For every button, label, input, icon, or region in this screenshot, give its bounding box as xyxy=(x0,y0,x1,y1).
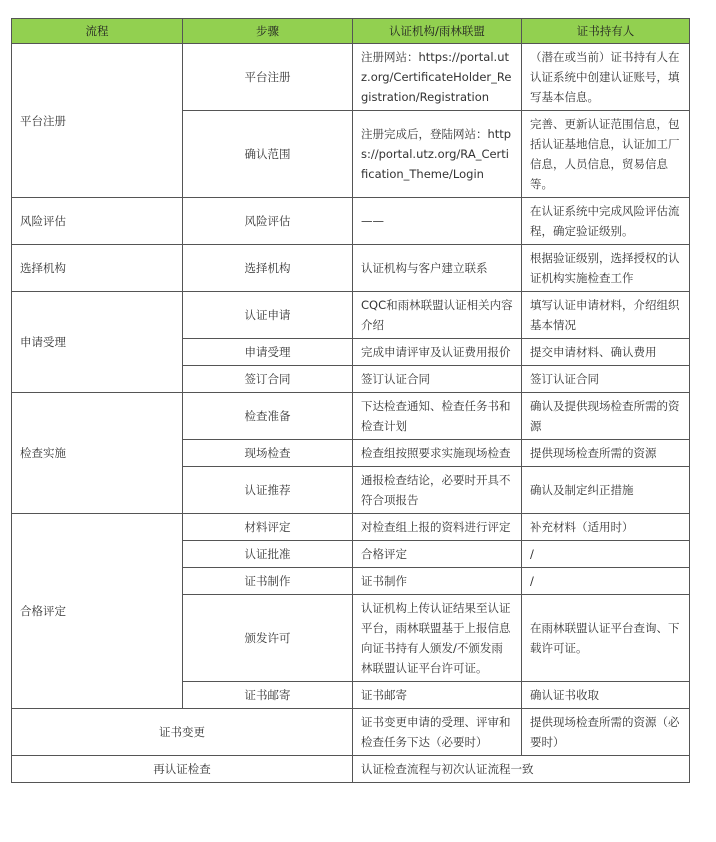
process-table-container xyxy=(11,18,690,783)
step-cell: 证书邮寄 xyxy=(183,682,353,709)
process-cell: 平台注册 xyxy=(12,44,183,198)
holder-cell: 填写认证申请材料，介绍组织基本情况 xyxy=(522,292,690,339)
org-cell: 检查组按照要求实施现场检查 xyxy=(353,440,522,467)
holder-cell: 补充材料（适用时） xyxy=(522,514,690,541)
step-cell: 材料评定 xyxy=(183,514,353,541)
holder-cell: / xyxy=(522,568,690,595)
holder-cell: / xyxy=(522,541,690,568)
org-cell: 下达检查通知、检查任务书和检查计划 xyxy=(353,393,522,440)
step-cell: 认证申请 xyxy=(183,292,353,339)
table-row xyxy=(12,198,690,245)
step-cell: 签订合同 xyxy=(183,366,353,393)
org-cell: 对检查组上报的资料进行评定 xyxy=(353,514,522,541)
step-cell: 认证推荐 xyxy=(183,467,353,514)
table-row xyxy=(12,393,690,440)
process-cell: 检查实施 xyxy=(12,393,183,514)
certification-process-table xyxy=(11,18,690,783)
change-label-cell: 证书变更 xyxy=(12,709,353,756)
header-step: 步骤 xyxy=(183,19,353,44)
step-cell: 确认范围 xyxy=(183,111,353,198)
table-row xyxy=(12,44,690,111)
recert-label-cell: 再认证检查 xyxy=(12,756,353,783)
step-cell: 选择机构 xyxy=(183,245,353,292)
step-cell: 平台注册 xyxy=(183,44,353,111)
header-holder: 证书持有人 xyxy=(522,19,690,44)
holder-cell: 在雨林联盟认证平台查询、下载许可证。 xyxy=(522,595,690,682)
holder-cell: 确认及制定纠正措施 xyxy=(522,467,690,514)
header-org: 认证机构/雨林联盟 xyxy=(353,19,522,44)
step-cell: 检查准备 xyxy=(183,393,353,440)
header-process: 流程 xyxy=(12,19,183,44)
table-row xyxy=(12,292,690,339)
holder-cell: 根据验证级别，选择授权的认证机构实施检查工作 xyxy=(522,245,690,292)
holder-cell: 提交申请材料、确认费用 xyxy=(522,339,690,366)
org-cell: 认证机构与客户建立联系 xyxy=(353,245,522,292)
holder-cell: 确认证书收取 xyxy=(522,682,690,709)
process-cell: 合格评定 xyxy=(12,514,183,709)
org-cell: 注册完成后，登陆网站：https://portal.utz.org/RA_Certification_Theme/Login xyxy=(353,111,522,198)
step-cell: 证书制作 xyxy=(183,568,353,595)
org-cell: 认证机构上传认证结果至认证平台，雨林联盟基于上报信息向证书持有人颁发/不颁发雨林联盟认证平台许可证。 xyxy=(353,595,522,682)
org-cell: 证书制作 xyxy=(353,568,522,595)
holder-cell: （潜在或当前）证书持有人在认证系统中创建认证账号，填写基本信息。 xyxy=(522,44,690,111)
process-cell: 风险评估 xyxy=(12,198,183,245)
table-row xyxy=(12,709,690,756)
org-cell: 完成申请评审及认证费用报价 xyxy=(353,339,522,366)
holder-cell: 签订认证合同 xyxy=(522,366,690,393)
org-cell: —— xyxy=(353,198,522,245)
step-cell: 认证批准 xyxy=(183,541,353,568)
org-cell: 签订认证合同 xyxy=(353,366,522,393)
table-row xyxy=(12,756,690,783)
process-cell: 选择机构 xyxy=(12,245,183,292)
holder-cell: 完善、更新认证范围信息，包括认证基地信息，认证加工厂信息，人员信息，贸易信息等。 xyxy=(522,111,690,198)
recert-text-cell: 认证检查流程与初次认证流程一致 xyxy=(353,756,690,783)
org-cell: 证书变更申请的受理、评审和检查任务下达（必要时） xyxy=(353,709,522,756)
step-cell: 现场检查 xyxy=(183,440,353,467)
header-row xyxy=(12,19,690,44)
holder-cell: 确认及提供现场检查所需的资源 xyxy=(522,393,690,440)
org-cell: 合格评定 xyxy=(353,541,522,568)
table-row xyxy=(12,514,690,541)
table-row xyxy=(12,245,690,292)
org-cell: CQC和雨林联盟认证相关内容介绍 xyxy=(353,292,522,339)
process-cell: 申请受理 xyxy=(12,292,183,393)
step-cell: 申请受理 xyxy=(183,339,353,366)
org-cell: 通报检查结论，必要时开具不符合项报告 xyxy=(353,467,522,514)
org-cell: 注册网站：https://portal.utz.org/CertificateHolder_Registration/Registration xyxy=(353,44,522,111)
step-cell: 风险评估 xyxy=(183,198,353,245)
holder-cell: 在认证系统中完成风险评估流程，确定验证级别。 xyxy=(522,198,690,245)
step-cell: 颁发许可 xyxy=(183,595,353,682)
holder-cell: 提供现场检查所需的资源 xyxy=(522,440,690,467)
holder-cell: 提供现场检查所需的资源（必要时） xyxy=(522,709,690,756)
org-cell: 证书邮寄 xyxy=(353,682,522,709)
